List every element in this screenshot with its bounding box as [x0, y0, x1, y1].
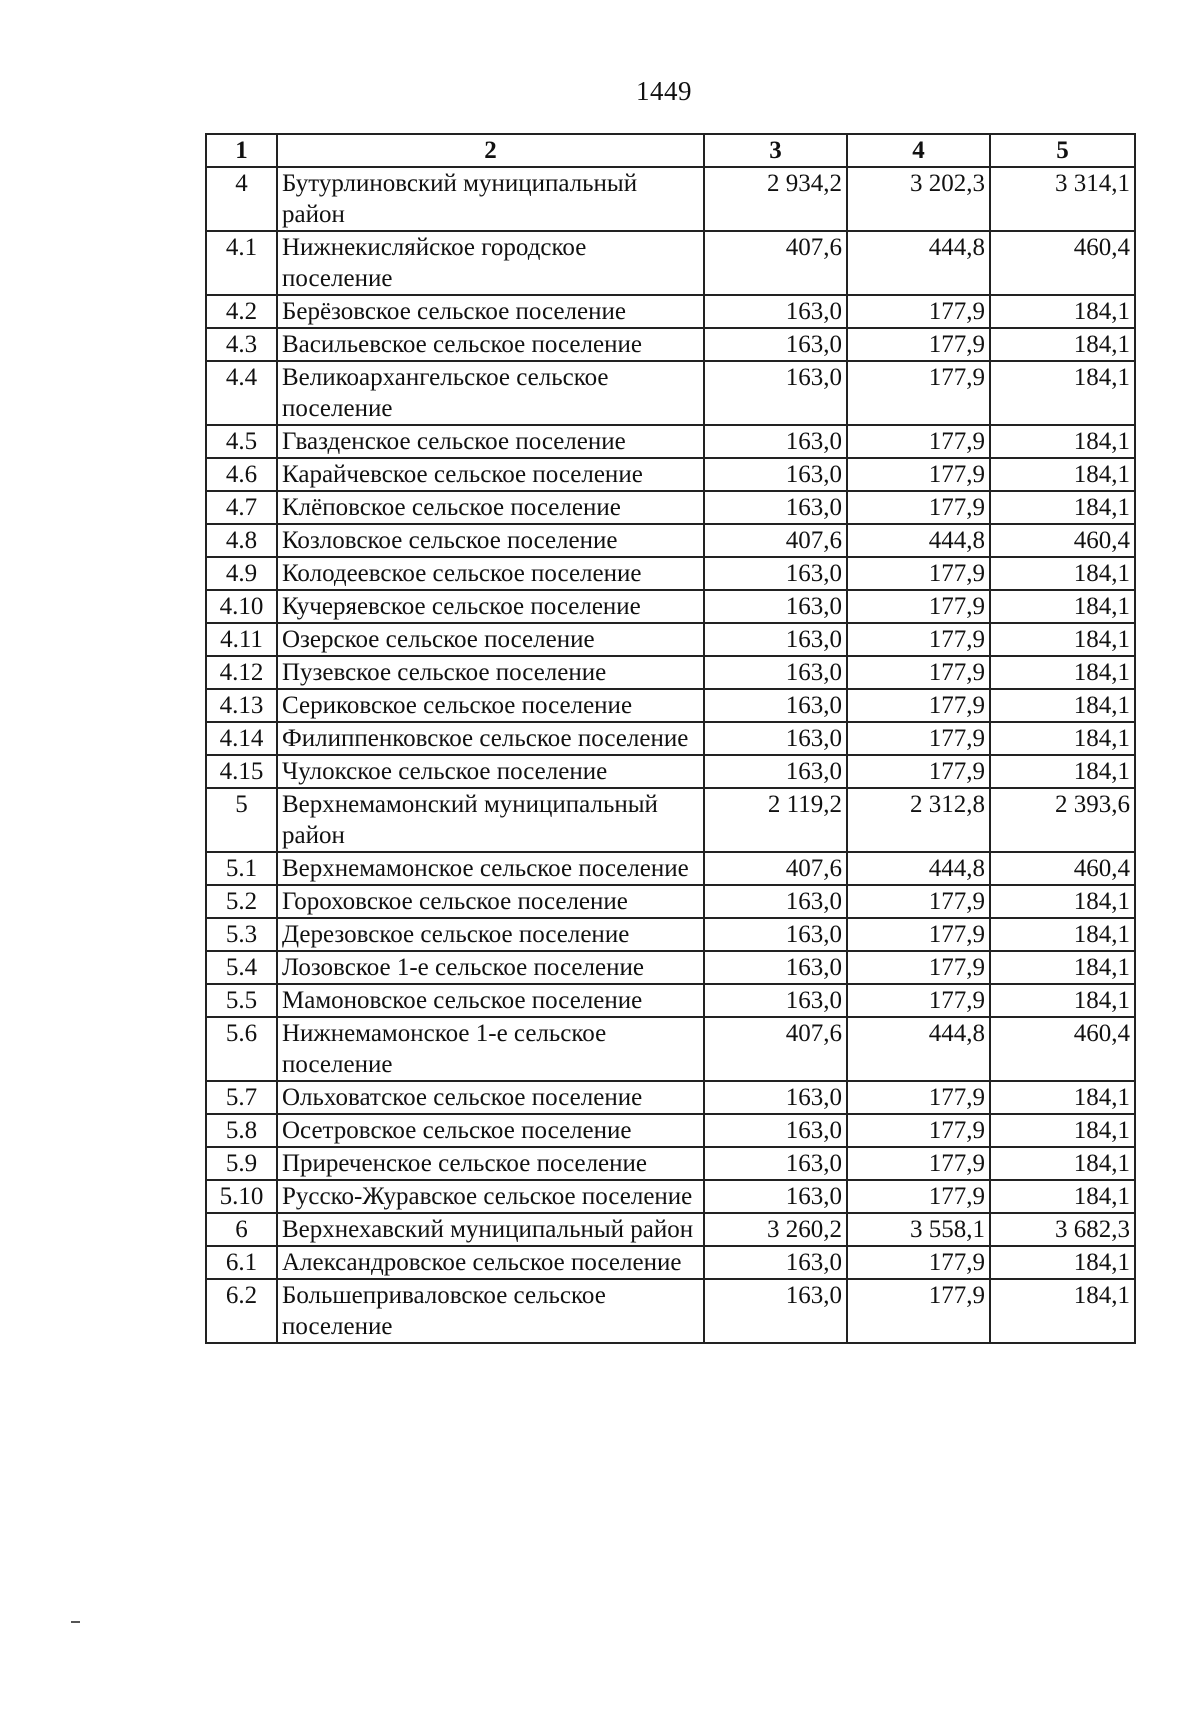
row-value-col4: 177,9 — [847, 491, 990, 524]
row-value-col3: 407,6 — [704, 231, 847, 295]
row-number-cell: 5.10 — [206, 1180, 277, 1213]
row-number-cell: 4.14 — [206, 722, 277, 755]
row-number-cell: 4.13 — [206, 689, 277, 722]
row-number-cell: 4.10 — [206, 590, 277, 623]
row-value-col4: 177,9 — [847, 590, 990, 623]
row-value-col4: 177,9 — [847, 458, 990, 491]
row-value-col3: 163,0 — [704, 1246, 847, 1279]
row-value-col5: 184,1 — [990, 491, 1135, 524]
table-row — [206, 885, 1135, 918]
table-row — [206, 167, 1135, 231]
row-name-cell: Озерское сельское поселение — [277, 623, 704, 656]
row-value-col3: 163,0 — [704, 623, 847, 656]
row-name-cell: Приреченское сельское поселение — [277, 1147, 704, 1180]
row-value-col5: 184,1 — [990, 951, 1135, 984]
row-number-cell: 4 — [206, 167, 277, 231]
table-row — [206, 590, 1135, 623]
row-number-cell: 5 — [206, 788, 277, 852]
row-value-col3: 163,0 — [704, 656, 847, 689]
row-name-cell: Лозовское 1-е сельское поселение — [277, 951, 704, 984]
row-value-col4: 177,9 — [847, 689, 990, 722]
header-cell-1: 1 — [206, 134, 277, 167]
row-number-cell: 5.3 — [206, 918, 277, 951]
table-body — [206, 167, 1135, 1343]
table-row — [206, 458, 1135, 491]
row-name-cell: Ольховатское сельское поселение — [277, 1081, 704, 1114]
row-number-cell: 4.9 — [206, 557, 277, 590]
table-row — [206, 1246, 1135, 1279]
row-number-cell: 4.4 — [206, 361, 277, 425]
row-value-col4: 177,9 — [847, 984, 990, 1017]
row-value-col4: 177,9 — [847, 361, 990, 425]
row-value-col5: 184,1 — [990, 623, 1135, 656]
row-number-cell: 4.6 — [206, 458, 277, 491]
row-value-col3: 163,0 — [704, 1180, 847, 1213]
row-value-col5: 460,4 — [990, 524, 1135, 557]
row-value-col4: 177,9 — [847, 951, 990, 984]
header-cell-4: 4 — [847, 134, 990, 167]
header-cell-2: 2 — [277, 134, 704, 167]
row-name-cell: Сериковское сельское поселение — [277, 689, 704, 722]
row-value-col3: 163,0 — [704, 1279, 847, 1343]
row-value-col5: 184,1 — [990, 918, 1135, 951]
row-value-col5: 184,1 — [990, 557, 1135, 590]
table-row — [206, 491, 1135, 524]
row-value-col3: 163,0 — [704, 951, 847, 984]
row-name-cell: Клёповское сельское поселение — [277, 491, 704, 524]
row-name-cell: Верхнехавский муниципальный район — [277, 1213, 704, 1246]
row-value-col5: 184,1 — [990, 1279, 1135, 1343]
table-row — [206, 1147, 1135, 1180]
row-value-col3: 163,0 — [704, 885, 847, 918]
row-value-col5: 184,1 — [990, 458, 1135, 491]
row-value-col5: 184,1 — [990, 361, 1135, 425]
row-value-col5: 184,1 — [990, 295, 1135, 328]
row-value-col4: 3 558,1 — [847, 1213, 990, 1246]
row-value-col5: 460,4 — [990, 1017, 1135, 1081]
row-value-col3: 163,0 — [704, 458, 847, 491]
row-name-cell: Верхнемамонский муниципальный район — [277, 788, 704, 852]
table-row — [206, 361, 1135, 425]
table-row — [206, 623, 1135, 656]
row-value-col3: 2 934,2 — [704, 167, 847, 231]
row-number-cell: 4.3 — [206, 328, 277, 361]
table-row — [206, 656, 1135, 689]
row-number-cell: 5.2 — [206, 885, 277, 918]
row-value-col3: 163,0 — [704, 984, 847, 1017]
row-number-cell: 5.9 — [206, 1147, 277, 1180]
row-value-col4: 444,8 — [847, 852, 990, 885]
row-value-col3: 3 260,2 — [704, 1213, 847, 1246]
row-value-col5: 184,1 — [990, 656, 1135, 689]
table-row — [206, 1279, 1135, 1343]
table-row — [206, 852, 1135, 885]
row-value-col3: 2 119,2 — [704, 788, 847, 852]
row-value-col4: 177,9 — [847, 557, 990, 590]
table-row — [206, 984, 1135, 1017]
row-value-col4: 444,8 — [847, 524, 990, 557]
row-value-col3: 407,6 — [704, 852, 847, 885]
row-value-col3: 407,6 — [704, 1017, 847, 1081]
row-name-cell: Васильевское сельское поселение — [277, 328, 704, 361]
row-value-col5: 184,1 — [990, 425, 1135, 458]
row-value-col4: 177,9 — [847, 295, 990, 328]
row-number-cell: 4.8 — [206, 524, 277, 557]
row-value-col5: 2 393,6 — [990, 788, 1135, 852]
table-row — [206, 722, 1135, 755]
row-value-col4: 177,9 — [847, 1147, 990, 1180]
table-row — [206, 1180, 1135, 1213]
header-cell-5: 5 — [990, 134, 1135, 167]
row-value-col3: 407,6 — [704, 524, 847, 557]
row-name-cell: Большеприваловское сельское поселение — [277, 1279, 704, 1343]
row-value-col3: 163,0 — [704, 557, 847, 590]
row-value-col4: 177,9 — [847, 656, 990, 689]
row-number-cell: 4.1 — [206, 231, 277, 295]
row-value-col5: 184,1 — [990, 755, 1135, 788]
row-name-cell: Александровское сельское поселение — [277, 1246, 704, 1279]
row-value-col5: 460,4 — [990, 231, 1135, 295]
table-row — [206, 1114, 1135, 1147]
row-name-cell: Нижнекисляйское городское поселение — [277, 231, 704, 295]
row-value-col4: 177,9 — [847, 885, 990, 918]
row-number-cell: 4.5 — [206, 425, 277, 458]
row-value-col5: 184,1 — [990, 1246, 1135, 1279]
row-name-cell: Верхнемамонское сельское поселение — [277, 852, 704, 885]
margin-mark — [71, 1621, 80, 1623]
table-row — [206, 755, 1135, 788]
row-number-cell: 5.6 — [206, 1017, 277, 1081]
row-value-col4: 177,9 — [847, 1081, 990, 1114]
row-value-col3: 163,0 — [704, 755, 847, 788]
row-value-col4: 444,8 — [847, 1017, 990, 1081]
row-value-col4: 177,9 — [847, 918, 990, 951]
row-number-cell: 4.7 — [206, 491, 277, 524]
table-row — [206, 425, 1135, 458]
row-name-cell: Козловское сельское поселение — [277, 524, 704, 557]
row-name-cell: Дерезовское сельское поселение — [277, 918, 704, 951]
table-row — [206, 231, 1135, 295]
table-row — [206, 788, 1135, 852]
row-value-col5: 184,1 — [990, 984, 1135, 1017]
row-number-cell: 6.2 — [206, 1279, 277, 1343]
row-number-cell: 5.1 — [206, 852, 277, 885]
row-value-col4: 177,9 — [847, 1246, 990, 1279]
row-value-col5: 184,1 — [990, 328, 1135, 361]
row-value-col4: 177,9 — [847, 755, 990, 788]
row-name-cell: Карайчевское сельское поселение — [277, 458, 704, 491]
row-value-col3: 163,0 — [704, 328, 847, 361]
row-value-col4: 2 312,8 — [847, 788, 990, 852]
row-name-cell: Гороховское сельское поселение — [277, 885, 704, 918]
row-value-col5: 460,4 — [990, 852, 1135, 885]
row-value-col5: 184,1 — [990, 1081, 1135, 1114]
row-value-col5: 184,1 — [990, 1114, 1135, 1147]
row-number-cell: 4.11 — [206, 623, 277, 656]
row-name-cell: Чулокское сельское поселение — [277, 755, 704, 788]
row-name-cell: Колодеевское сельское поселение — [277, 557, 704, 590]
page-number: 1449 — [636, 76, 692, 106]
row-value-col3: 163,0 — [704, 425, 847, 458]
row-value-col5: 3 682,3 — [990, 1213, 1135, 1246]
row-value-col4: 177,9 — [847, 1279, 990, 1343]
row-name-cell: Бутурлиновский муниципальный район — [277, 167, 704, 231]
table-row — [206, 1213, 1135, 1246]
row-name-cell: Пузевское сельское поселение — [277, 656, 704, 689]
row-number-cell: 5.4 — [206, 951, 277, 984]
table-row — [206, 295, 1135, 328]
row-value-col3: 163,0 — [704, 722, 847, 755]
row-number-cell: 6.1 — [206, 1246, 277, 1279]
header-row — [206, 134, 1135, 167]
row-name-cell: Великоархангельское сельское поселение — [277, 361, 704, 425]
row-value-col5: 184,1 — [990, 1147, 1135, 1180]
row-number-cell: 4.15 — [206, 755, 277, 788]
row-value-col3: 163,0 — [704, 491, 847, 524]
row-number-cell: 5.5 — [206, 984, 277, 1017]
table-row — [206, 1081, 1135, 1114]
row-value-col5: 184,1 — [990, 1180, 1135, 1213]
row-value-col5: 184,1 — [990, 590, 1135, 623]
row-value-col4: 177,9 — [847, 722, 990, 755]
row-value-col4: 444,8 — [847, 231, 990, 295]
row-number-cell: 5.8 — [206, 1114, 277, 1147]
row-value-col4: 177,9 — [847, 425, 990, 458]
row-value-col3: 163,0 — [704, 918, 847, 951]
row-value-col3: 163,0 — [704, 689, 847, 722]
row-value-col3: 163,0 — [704, 1114, 847, 1147]
row-value-col4: 177,9 — [847, 1180, 990, 1213]
row-name-cell: Кучеряевское сельское поселение — [277, 590, 704, 623]
row-name-cell: Мамоновское сельское поселение — [277, 984, 704, 1017]
row-value-col3: 163,0 — [704, 1147, 847, 1180]
row-value-col4: 177,9 — [847, 328, 990, 361]
row-number-cell: 5.7 — [206, 1081, 277, 1114]
row-name-cell: Филиппенковское сельское поселение — [277, 722, 704, 755]
row-name-cell: Нижнемамонское 1-е сельское поселение — [277, 1017, 704, 1081]
data-table — [205, 133, 1136, 1344]
header-cell-3: 3 — [704, 134, 847, 167]
row-value-col4: 3 202,3 — [847, 167, 990, 231]
row-value-col5: 184,1 — [990, 722, 1135, 755]
row-value-col3: 163,0 — [704, 590, 847, 623]
table-row — [206, 524, 1135, 557]
table-row — [206, 689, 1135, 722]
table-row — [206, 1017, 1135, 1081]
row-number-cell: 4.12 — [206, 656, 277, 689]
row-value-col4: 177,9 — [847, 1114, 990, 1147]
row-name-cell: Осетровское сельское поселение — [277, 1114, 704, 1147]
row-value-col4: 177,9 — [847, 623, 990, 656]
row-value-col5: 184,1 — [990, 885, 1135, 918]
row-number-cell: 4.2 — [206, 295, 277, 328]
row-value-col5: 3 314,1 — [990, 167, 1135, 231]
row-value-col3: 163,0 — [704, 295, 847, 328]
row-value-col3: 163,0 — [704, 361, 847, 425]
table-row — [206, 951, 1135, 984]
row-name-cell: Гвазденское сельское поселение — [277, 425, 704, 458]
row-value-col3: 163,0 — [704, 1081, 847, 1114]
table-row — [206, 918, 1135, 951]
table-row — [206, 328, 1135, 361]
table-row — [206, 557, 1135, 590]
row-name-cell: Берёзовское сельское поселение — [277, 295, 704, 328]
row-name-cell: Русско-Журавское сельское поселение — [277, 1180, 704, 1213]
row-value-col5: 184,1 — [990, 689, 1135, 722]
row-number-cell: 6 — [206, 1213, 277, 1246]
